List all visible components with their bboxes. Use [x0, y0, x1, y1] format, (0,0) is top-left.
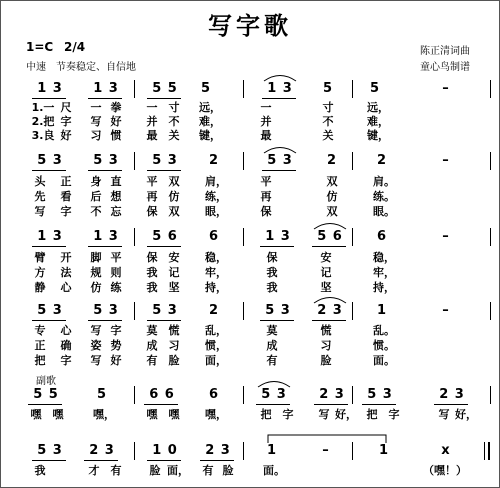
note-group: 5 — [96, 387, 108, 402]
note-group: 2 — [208, 303, 220, 318]
note-group: 2 — [326, 153, 338, 168]
lyric: 先 — [34, 190, 46, 203]
lyric: 好， — [455, 408, 477, 421]
lyric: 眼。 — [373, 205, 395, 218]
slur-mark — [262, 72, 298, 82]
lyric: 双 — [168, 205, 180, 218]
lyric: 看 — [60, 190, 72, 203]
note-group: 5 3 — [152, 153, 178, 168]
time-signature: 2/4 — [64, 40, 86, 54]
lyric: 好 — [110, 115, 122, 128]
lyric: 把 — [366, 408, 378, 421]
lyric: 寸 — [322, 101, 334, 114]
lyric: 写 — [34, 205, 46, 218]
note-group: 5 3 — [93, 303, 119, 318]
lyric: 方 — [34, 266, 46, 279]
lyric: 双 — [326, 175, 338, 188]
note-group: 6 6 — [149, 387, 175, 402]
lyric: 习 — [90, 129, 102, 142]
lyric: 莫 — [146, 324, 158, 337]
lyric: 字 — [110, 324, 122, 337]
note-group: 1 3 — [93, 229, 119, 244]
lyric: 我 — [266, 266, 278, 279]
lyric: 远， — [199, 101, 221, 114]
lyric: 平 — [146, 175, 158, 188]
slur-mark — [262, 144, 298, 154]
lyric: 不 — [90, 205, 102, 218]
lyric: 保 — [260, 205, 272, 218]
slur-mark — [312, 220, 348, 230]
note-group: – — [322, 443, 330, 458]
note-group: 5 6 — [317, 229, 343, 244]
note-group: 5 5 — [152, 81, 178, 96]
lyric: 不 — [168, 115, 180, 128]
lyric: 惯， — [205, 339, 227, 352]
note-group: 5 3 — [261, 387, 287, 402]
lyric: 安 — [168, 251, 180, 264]
lyric: 不 — [322, 115, 334, 128]
lyric: 稳， — [205, 251, 227, 264]
lyric: 双 — [168, 175, 180, 188]
lyric: 关 — [168, 129, 180, 142]
note-group: 5 3 — [37, 443, 63, 458]
lyric: 惯。 — [373, 339, 395, 352]
lyric: 乱。 — [373, 324, 395, 337]
lyric: 慌 — [168, 324, 180, 337]
lyric: 静 — [34, 281, 46, 294]
note-group: 5 3 — [93, 153, 119, 168]
lyric: 有 — [266, 354, 278, 367]
note-group: 1 3 — [37, 229, 63, 244]
slur-mark — [312, 294, 348, 304]
lyric: 记 — [168, 266, 180, 279]
tempo-marking: 中速 节奏稳定、自信地 — [26, 62, 136, 73]
lyric: 好， — [335, 408, 357, 421]
lyric: 最 — [260, 129, 272, 142]
lyric: 确 — [60, 339, 72, 352]
lyric: 开 — [60, 251, 72, 264]
lyric: 好 — [110, 354, 122, 367]
score-system-1 — [0, 78, 500, 140]
lyric: 直 — [110, 175, 122, 188]
lyric: 嘿 — [52, 408, 64, 421]
score-system-3 — [0, 226, 500, 292]
lyric: 坚 — [168, 281, 180, 294]
lyric: 记 — [320, 266, 332, 279]
lyric: 持， — [373, 281, 395, 294]
lyric: 嘿， — [205, 408, 227, 421]
lyric: 慌 — [320, 324, 332, 337]
lyric: 习 — [320, 339, 332, 352]
lyric: 一 — [260, 101, 272, 114]
lyric: 练， — [205, 190, 227, 203]
lyric: 练。 — [373, 190, 395, 203]
lyric: 牢， — [205, 266, 227, 279]
note-group: 1 3 — [267, 81, 293, 96]
lyric: 保 — [146, 251, 158, 264]
lyric: 字 — [60, 205, 72, 218]
lyric: 后 — [90, 190, 102, 203]
lyric: 嘿， — [93, 408, 115, 421]
lyric: 键， — [367, 129, 389, 142]
note-group: 5 3 — [37, 303, 63, 318]
lyric: 莫 — [266, 324, 278, 337]
lyric: 拳 — [110, 101, 122, 114]
lyric: 头 — [34, 175, 46, 188]
lyric: 安 — [320, 251, 332, 264]
lyric: 写 — [90, 354, 102, 367]
lyric: 成 — [266, 339, 278, 352]
note-group: 5 5 — [33, 387, 59, 402]
lyric: 尺 — [60, 101, 72, 114]
score-system-6 — [0, 440, 500, 480]
lyric: 1.一 — [31, 101, 55, 114]
lyric: 我 — [146, 281, 158, 294]
lyric: 再 — [146, 190, 158, 203]
lyric: 脸 — [320, 354, 332, 367]
note-group: 5 — [322, 81, 334, 96]
lyric: 仿 — [168, 190, 180, 203]
lyric: 并 — [146, 115, 158, 128]
lyric: （嘿！） — [423, 464, 467, 477]
lyric: 法 — [60, 266, 72, 279]
note-group: 2 3 — [89, 443, 115, 458]
lyric: 才 — [88, 464, 100, 477]
lyric: 键， — [199, 129, 221, 142]
note-group: 6 — [208, 229, 220, 244]
chorus-label: 副歌 — [36, 376, 56, 387]
lyric: 稳， — [373, 251, 395, 264]
lyricist-credit: 陈正清词曲 — [420, 46, 470, 57]
lyric: 面， — [205, 354, 227, 367]
note-group: 2 3 — [439, 387, 465, 402]
lyric: 面， — [167, 464, 189, 477]
lyric: 把 — [34, 354, 46, 367]
note-group: 2 3 — [319, 387, 345, 402]
lyric: 再 — [260, 190, 272, 203]
lyric: 想 — [110, 190, 122, 203]
note-group: 2 3 — [205, 443, 231, 458]
lyric: 嘿 — [30, 408, 42, 421]
lyric: 规 — [90, 266, 102, 279]
lyric: 寸 — [168, 101, 180, 114]
lyric: 身 — [90, 175, 102, 188]
lyric: 写 — [90, 324, 102, 337]
lyric: 关 — [322, 129, 334, 142]
note-group: 2 — [208, 153, 220, 168]
lyric: 远， — [367, 101, 389, 114]
note-group: 6 — [208, 387, 220, 402]
lyric: 好 — [60, 129, 72, 142]
note-group: 1 — [266, 443, 278, 458]
lyric: 面。 — [373, 354, 395, 367]
note-group: 5 3 — [37, 153, 63, 168]
note-group: 6 — [376, 229, 388, 244]
lyric: 写 — [318, 408, 330, 421]
lyric: 眼， — [205, 205, 227, 218]
lyric: 仿 — [90, 281, 102, 294]
lyric: 成 — [146, 339, 158, 352]
note-group: 5 3 — [152, 303, 178, 318]
lyric: 势 — [110, 339, 122, 352]
lyric: 双 — [326, 205, 338, 218]
lyric: 并 — [260, 115, 272, 128]
note-group: – — [442, 153, 450, 168]
note-group: 1 3 — [37, 81, 63, 96]
lyric: 有 — [202, 464, 214, 477]
lyric: 2.把 — [31, 115, 55, 128]
lyric: 惯 — [110, 129, 122, 142]
score-system-5 — [0, 384, 500, 424]
lyric: 写 — [438, 408, 450, 421]
note-group: 5 3 — [267, 153, 293, 168]
lyric: 有 — [110, 464, 122, 477]
lyric: 一 — [90, 101, 102, 114]
lyric: 肩。 — [373, 175, 395, 188]
note-group: 5 3 — [265, 303, 291, 318]
lyric: 最 — [146, 129, 158, 142]
note-group: 5 6 — [152, 229, 178, 244]
slur-mark — [256, 378, 292, 388]
lyric: 字 — [60, 115, 72, 128]
lyric: 嘿 — [168, 408, 180, 421]
lyric: 嘿 — [146, 408, 158, 421]
note-group: 1 0 — [152, 443, 178, 458]
note-group: 1 — [378, 443, 390, 458]
lyric: 持， — [205, 281, 227, 294]
lyric: 脸 — [222, 464, 234, 477]
lyric: 心 — [60, 281, 72, 294]
lyric: 我 — [34, 464, 46, 477]
lyric: 仿 — [326, 190, 338, 203]
lyric: 字 — [388, 408, 400, 421]
lyric: 有 — [146, 354, 158, 367]
lyric: 臂 — [34, 251, 46, 264]
song-title: 写字歌 — [208, 12, 292, 40]
lyric: 正 — [60, 175, 72, 188]
lyric: 脚 — [90, 251, 102, 264]
lyric: 面。 — [263, 464, 285, 477]
lyric: 习 — [168, 339, 180, 352]
lyric: 我 — [146, 266, 158, 279]
lyric: 平 — [260, 175, 272, 188]
lyric: 脸 — [168, 354, 180, 367]
lyric: 一 — [146, 101, 158, 114]
note-group: 1 3 — [265, 229, 291, 244]
lyric: 正 — [34, 339, 46, 352]
lyric: 写 — [90, 115, 102, 128]
lyric: 忘 — [110, 205, 122, 218]
lyric: 平 — [110, 251, 122, 264]
lyric: 坚 — [320, 281, 332, 294]
lyric: 练 — [110, 281, 122, 294]
lyric: 字 — [282, 408, 294, 421]
note-group: – — [442, 303, 450, 318]
lyric: 保 — [266, 251, 278, 264]
score-system-2 — [0, 150, 500, 216]
note-group: 2 3 — [317, 303, 343, 318]
lyric: 心 — [60, 324, 72, 337]
arranger-credit: 童心鸟制谱 — [420, 62, 470, 73]
lyric: 字 — [60, 354, 72, 367]
lyric: 则 — [110, 266, 122, 279]
lyric: 难， — [367, 115, 389, 128]
lyric: 难， — [199, 115, 221, 128]
note-group: 5 3 — [367, 387, 393, 402]
lyric: 牢， — [373, 266, 395, 279]
lyric: 保 — [146, 205, 158, 218]
lyric: 把 — [260, 408, 272, 421]
note-group: 5 — [200, 81, 212, 96]
note-group: 2 — [376, 153, 388, 168]
key-signature: 1=C — [26, 40, 54, 54]
score-system-4 — [0, 300, 500, 366]
note-group: x — [441, 443, 451, 458]
lyric: 专 — [34, 324, 46, 337]
lyric: 3.良 — [31, 129, 55, 142]
note-group: – — [442, 229, 450, 244]
note-group: 5 — [369, 81, 381, 96]
note-group: 1 3 — [93, 81, 119, 96]
note-group: – — [442, 81, 450, 96]
lyric: 脸 — [149, 464, 161, 477]
note-group: 1 — [376, 303, 388, 318]
lyric: 乱， — [205, 324, 227, 337]
lyric: 肩， — [205, 175, 227, 188]
lyric: 姿 — [90, 339, 102, 352]
lyric: 我 — [266, 281, 278, 294]
